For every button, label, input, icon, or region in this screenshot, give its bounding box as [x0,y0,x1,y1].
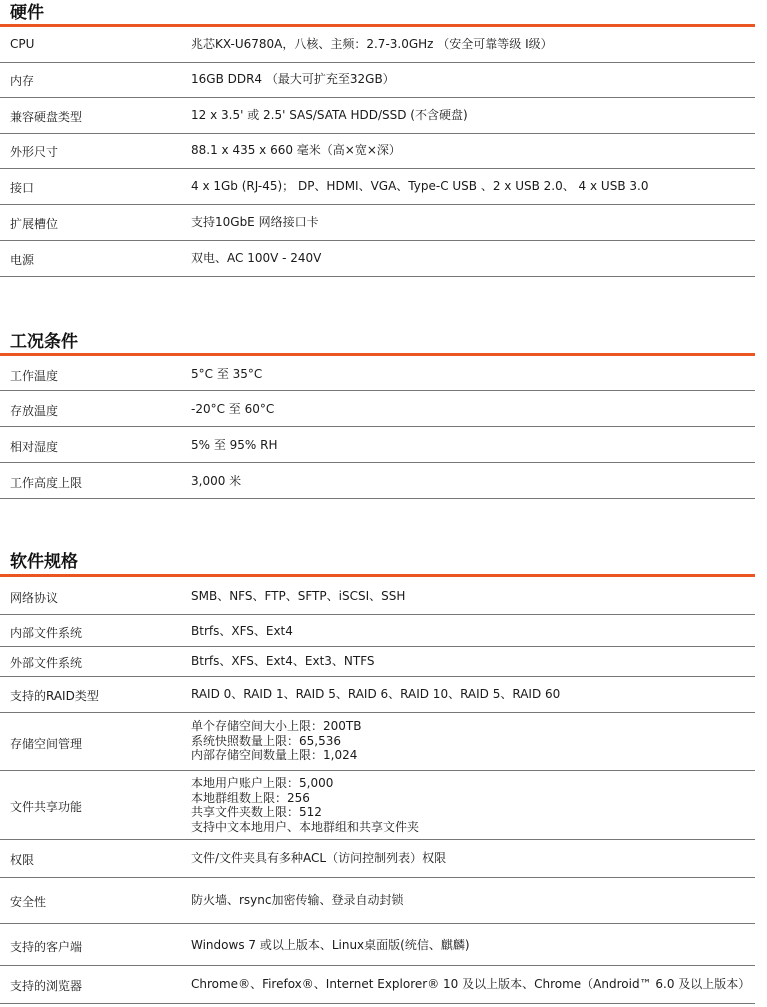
spec-value-line: 共享文件夹数上限：512 [191,805,322,819]
spec-row-ports [0,169,755,205]
spec-label: 工作温度 [10,369,59,383]
spec-value-line: 本地用户账户上限：5,000 [191,776,334,790]
spec-row-browsers [0,966,755,1004]
spec-value-line: 单个存储空间大小上限：200TB [191,719,362,733]
spec-label: 接口 [10,181,35,195]
spec-value: 支持10GbE 网络接口卡 [191,215,319,229]
spec-label: 存放温度 [10,404,59,418]
spec-row-cpu [0,27,755,63]
spec-value: SMB、NFS、FTP、SFTP、iSCSI、SSH [191,589,406,603]
section-title-conditions: 工况条件 [10,332,78,352]
spec-value: Btrfs、XFS、Ext4、Ext3、NTFS [191,654,375,668]
spec-value: 5% 至 95% RH [191,438,278,452]
spec-value: 12 x 3.5' 或 2.5' SAS/SATA HDD/SSD (不含硬盘) [191,108,468,122]
spec-label: 兼容硬盘类型 [10,110,83,124]
spec-value: Btrfs、XFS、Ext4 [191,624,293,638]
spec-value: 防火墙、rsync加密传输、登录自动封锁 [191,893,404,907]
spec-row-humidity [0,427,755,463]
spec-label: 文件共享功能 [10,800,83,814]
spec-value: 4 x 1Gb (RJ-45)； DP、HDMI、VGA、Type-C USB 、2 x USB 2.0、 4 x USB 3.0 [191,179,649,193]
spec-row-memory [0,63,755,98]
spec-label: 网络协议 [10,591,59,605]
spec-value-line: 系统快照数量上限：65,536 [191,733,341,748]
spec-value: Chrome®、Firefox®、Internet Explorer® 10 及以上版本、Chrome（Android™ 6.0 及以上版本） [191,977,751,991]
spec-row-power [0,241,755,277]
spec-label: 权限 [10,853,35,867]
spec-row-file-sharing [0,771,755,840]
spec-label: 安全性 [10,895,47,909]
spec-value-line: 本地群组数上限：256 [191,790,310,805]
spec-label: CPU [10,37,35,51]
spec-value: 双电、AC 100V - 240V [191,251,322,265]
spec-value: 5°C 至 35°C [191,367,263,381]
spec-value: RAID 0、RAID 1、RAID 5、RAID 6、RAID 10、RAID 5、RAID 60 [191,687,561,701]
spec-value-line: 支持中文本地用户、本地群组和共享文件夹 [191,819,420,834]
spec-row-security [0,878,755,924]
spec-row-dimensions [0,134,755,169]
spec-label: 工作高度上限 [10,476,83,490]
section-title-software: 软件规格 [10,552,78,572]
spec-row-external-fs [0,647,755,677]
spec-value: Windows 7 或以上版本、Linux桌面版(统信、麒麟) [191,938,470,952]
spec-label: 外部文件系统 [10,656,83,670]
spec-label: 支持的客户端 [10,940,83,954]
spec-value: 16GB DDR4 （最大可扩充至32GB） [191,72,395,86]
spec-label: 内部文件系统 [10,626,83,640]
spec-row-raid [0,677,755,713]
spec-row-storage-management [0,713,755,771]
spec-value-line: 内部存储空间数量上限：1,024 [191,748,358,762]
spec-row-permissions [0,840,755,878]
spec-row-clients [0,924,755,966]
spec-label: 外形尺寸 [10,145,59,159]
section-title-hardware: 硬件 [10,3,44,23]
spec-label: 扩展槽位 [10,217,59,231]
spec-value: 文件/文件夹具有多种ACL（访问控制列表）权限 [191,851,447,865]
spec-label: 支持的RAID类型 [10,689,99,703]
spec-row-drive-type [0,98,755,134]
spec-value: -20°C 至 60°C [191,402,275,416]
spec-row-internal-fs [0,615,755,647]
spec-value: 88.1 x 435 x 660 毫米（高×宽×深） [191,143,401,157]
spec-row-storage-temp [0,391,755,427]
spec-label: 存储空间管理 [10,737,83,751]
spec-label: 支持的浏览器 [10,979,83,993]
spec-label: 电源 [10,253,35,267]
spec-row-expansion [0,205,755,241]
spec-row-altitude [0,463,755,499]
spec-value: 兆芯KX-U6780A，八核、主频：2.7-3.0GHz （安全可靠等级 I级） [191,37,553,51]
spec-label: 相对湿度 [10,440,59,454]
spec-label: 内存 [10,74,35,88]
spec-value: 3,000 米 [191,474,242,488]
spec-row-operating-temp [0,356,755,391]
spec-row-protocols [0,577,755,615]
